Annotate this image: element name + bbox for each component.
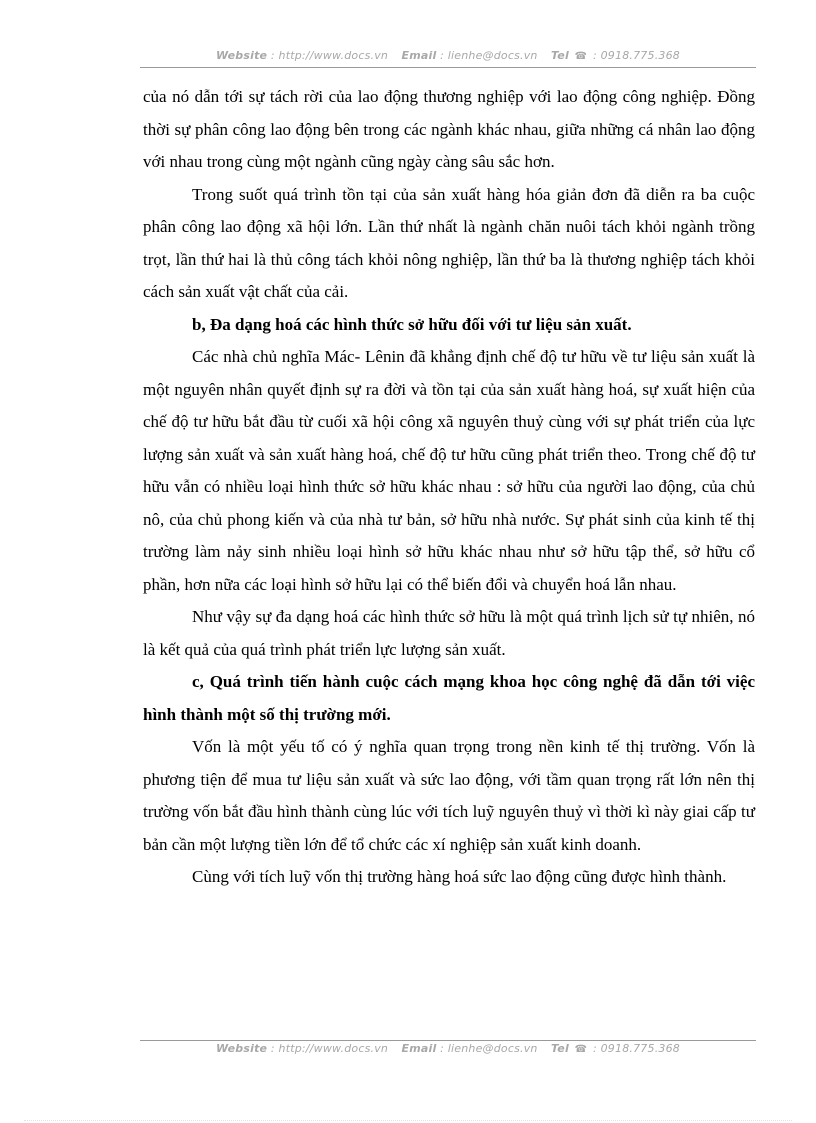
footer-email-label: Email bbox=[401, 1042, 437, 1055]
footer-website-label: Website bbox=[216, 1042, 268, 1055]
phone-icon: ☎ bbox=[574, 1044, 588, 1055]
header-email-value: : lienhe@docs.vn bbox=[440, 49, 538, 62]
body-paragraph: Cùng với tích luỹ vốn thị trường hàng hoá sức lao động cũng được hình thành. bbox=[192, 867, 727, 886]
section-heading-b: b, Đa dạng hoá các hình thức sở hữu đối với tư liệu sản xuất. bbox=[192, 314, 632, 334]
body-paragraph: Như vậy sự đa dạng hoá các hình thức sở hữu là một quá trình lịch sử tự nhiên, nó là kết quả của quá trình phát triển lực lượng sản xuất. bbox=[143, 607, 755, 659]
section-heading-c: c, Quá trình tiến hành cuộc cách mạng khoa học công nghệ đã dẫn tới việc hình thành một số thị trường mới. bbox=[143, 672, 755, 724]
body-paragraph: của nó dẫn tới sự tách rời của lao động thương nghiệp với lao động công nghiệp. Đồng thời sự phân công lao động bên trong các ngành khác nhau, giữa những cá nhân lao động với nhau trong cùng một ngành cũng ngày càng sâu sắc hơn. bbox=[143, 87, 755, 171]
page-header bbox=[140, 49, 756, 68]
footer-tel-label: Tel bbox=[551, 1042, 569, 1055]
phone-icon: ☎ bbox=[574, 51, 588, 62]
header-tel-label: Tel bbox=[551, 49, 569, 62]
footer-tel-value: : 0918.775.368 bbox=[593, 1042, 680, 1055]
header-tel-value: : 0918.775.368 bbox=[593, 49, 680, 62]
body-paragraph: Các nhà chủ nghĩa Mác- Lênin đã khẳng định chế độ tư hữu về tư liệu sản xuất là một nguyên nhân quyết định sự ra đời và tồn tại của sản xuất hàng hoá, sự xuất hiện của chế độ tư hữu bắt đầu từ cuối xã hội công xã nguyên thuỷ cùng với sự phát triển của lực lượng sản xuất và sản xuất hàng hoá, chế độ tư hữu cũng phát triển theo. Trong chế độ tư hữu vẫn có nhiều loại hình thức sở hữu khác nhau : sở hữu của người lao động, của chủ nô, của chủ phong kiến và của nhà tư bản, sở hữu nhà nước. Sự phát sinh của kinh tế thị trường làm nảy sinh nhiều loại hình sở hữu khác nhau như sở hữu tập thể, sở hữu cổ phần, hơn nữa các loại hình sở hữu lại có thể biến đổi và chuyển hoá lẫn nhau. bbox=[143, 347, 755, 594]
body-paragraph: Vốn là một yếu tố có ý nghĩa quan trọng trong nền kinh tế thị trường. Vốn là phương tiện để mua tư liệu sản xuất và sức lao động, với tầm quan trọng rất lớn nên thị trường vốn bắt đầu hình thành cùng lúc với tích luỹ nguyên thuỷ vì thời kì này giai cấp tư bản cần một lượng tiền lớn để tổ chức các xí nghiệp sản xuất kinh doanh. bbox=[143, 737, 755, 854]
footer-email-value: : lienhe@docs.vn bbox=[440, 1042, 538, 1055]
page-footer bbox=[140, 1040, 756, 1060]
header-website-url: : http://www.docs.vn bbox=[270, 49, 389, 62]
body-paragraph: Trong suốt quá trình tồn tại của sản xuất hàng hóa giản đơn đã diễn ra ba cuộc phân công lao động xã hội lớn. Lần thứ nhất là ngành chăn nuôi tách khỏi ngành trồng trọt, lần thứ hai là thủ công tách khỏi nông nghiệp, lần thứ ba là thương nghiệp tách khỏi cách sản xuất vật chất của cải. bbox=[143, 184, 755, 301]
header-website-label: Website bbox=[216, 49, 268, 62]
document-body bbox=[143, 81, 755, 894]
page-edge-divider bbox=[24, 1120, 792, 1121]
header-email-label: Email bbox=[401, 49, 437, 62]
footer-website-url: : http://www.docs.vn bbox=[270, 1042, 389, 1055]
